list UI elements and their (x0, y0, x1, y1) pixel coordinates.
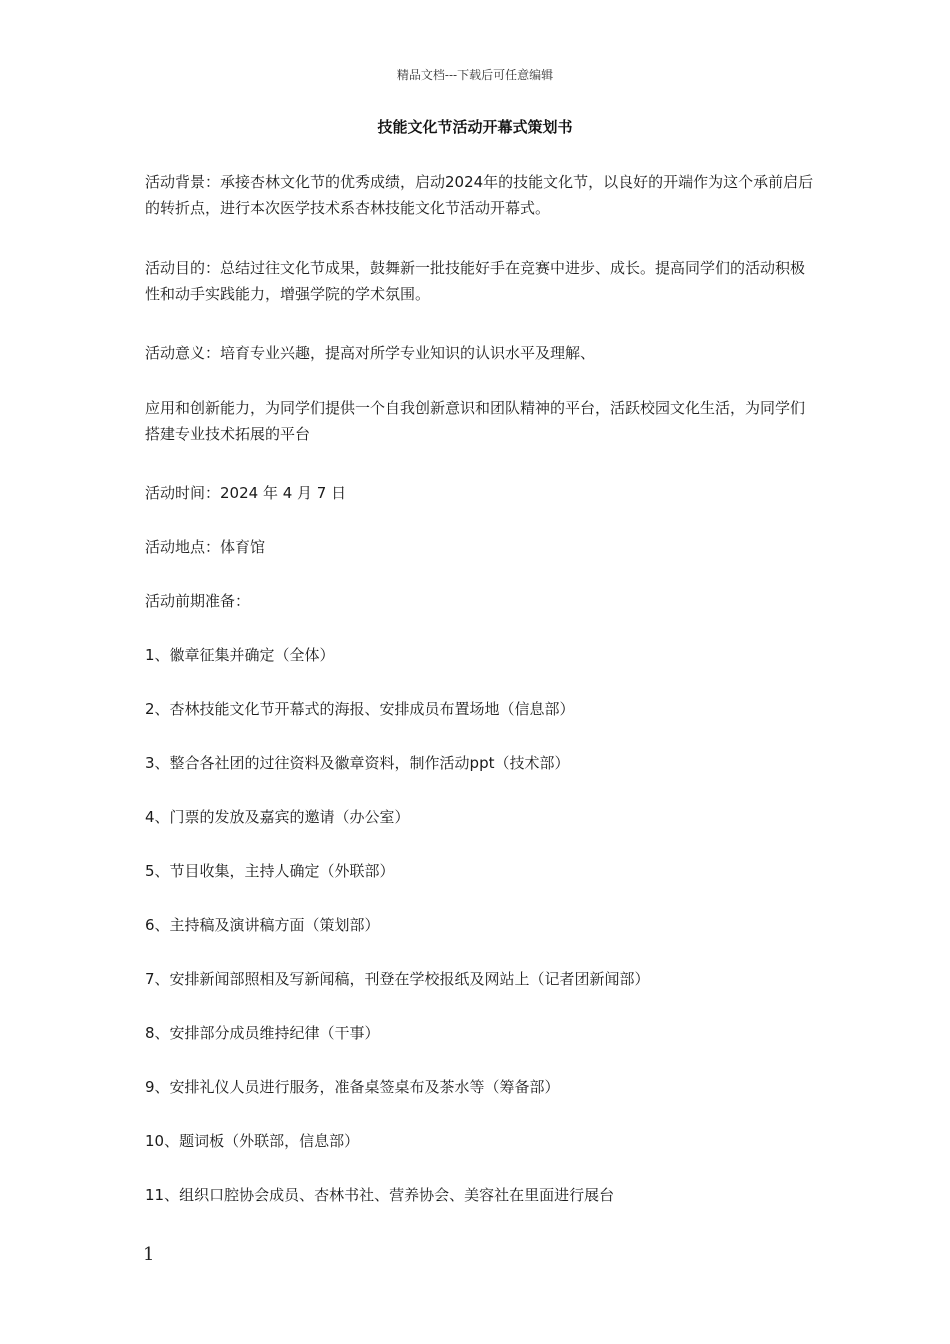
prep-list-item: 10、题词板（外联部，信息部） (145, 1132, 360, 1150)
prep-list-item: 2、杏林技能文化节开幕式的海报、安排成员布置场地（信息部） (145, 700, 575, 718)
document-title: 技能文化节活动开幕式策划书 (377, 118, 573, 136)
prep-list-item: 7、安排新闻部照相及写新闻稿，刊登在学校报纸及网站上（记者团新闻部） (145, 970, 650, 988)
paragraph-time: 活动时间：2024 年 4 月 7 日 (145, 484, 347, 502)
prep-list-item: 5、节目收集，主持人确定（外联部） (145, 862, 395, 880)
header-note: 精品文档---下载后可任意编辑 (396, 68, 554, 82)
prep-list-item: 11、组织口腔协会成员、杏林书社、营养协会、美容社在里面进行展台 (145, 1186, 615, 1204)
page-number: 1 (143, 1244, 155, 1265)
paragraph-place: 活动地点：体育馆 (145, 538, 266, 556)
paragraph-purpose: 活动目的：总结过往文化节成果，鼓舞新一批技能好手在竞赛中进步、成长。提高同学们的活动积极性和动手实践能力，增强学院的学术氛围。 (145, 259, 806, 303)
paragraph-significance: 活动意义：培育专业兴趣，提高对所学专业知识的认识水平及理解、 (145, 344, 596, 362)
prep-list-item: 4、门票的发放及嘉宾的邀请（办公室） (145, 808, 410, 826)
paragraph-background: 活动背景：承接杏林文化节的优秀成绩，启动2024年的技能文化节，以良好的开端作为这个承前启后的转折点，进行本次医学技术系杏林技能文化节活动开幕式。 (145, 173, 814, 217)
paragraph-significance-continued: 应用和创新能力，为同学们提供一个自我创新意识和团队精神的平台，活跃校园文化生活，为同学们搭建专业技术拓展的平台 (145, 399, 806, 443)
prep-list-item: 8、安排部分成员维持纪律（干事） (145, 1024, 380, 1042)
prep-heading: 活动前期准备： (145, 592, 251, 610)
prep-list-item: 3、整合各社团的过往资料及徽章资料，制作活动ppt（技术部） (145, 754, 570, 772)
prep-list-item: 1、徽章征集并确定（全体） (145, 646, 335, 664)
prep-list-item: 6、主持稿及演讲稿方面（策划部） (145, 916, 380, 934)
prep-list-item: 9、安排礼仪人员进行服务，准备桌签桌布及茶水等（筹备部） (145, 1078, 560, 1096)
